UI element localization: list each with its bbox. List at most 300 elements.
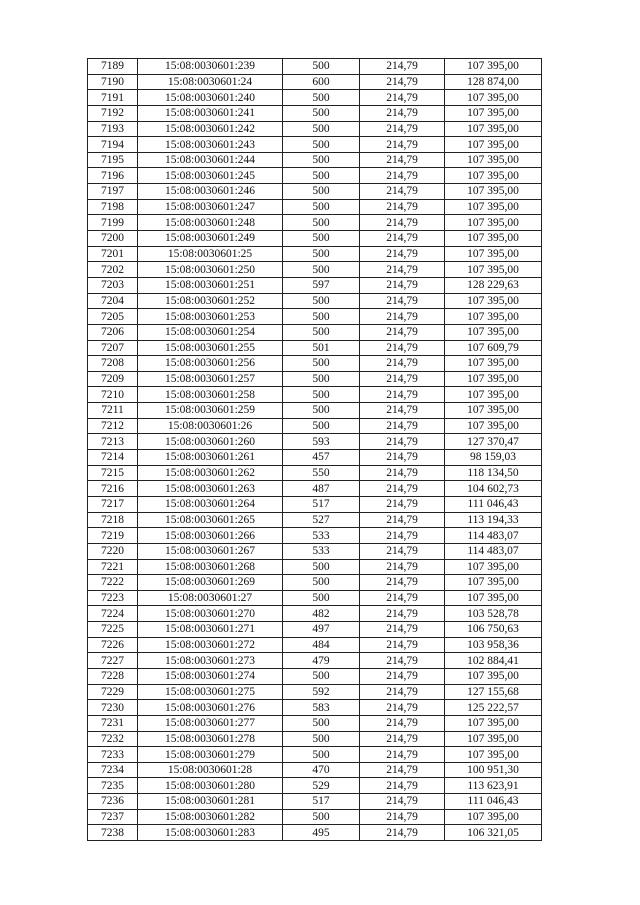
area-cell: 500: [283, 231, 360, 247]
cadastral-number-cell: 15:08:0030601:26: [138, 418, 283, 434]
rate-cell: 214,79: [360, 512, 445, 528]
cadastral-number-cell: 15:08:0030601:274: [138, 668, 283, 684]
area-cell: 500: [283, 137, 360, 153]
cadastral-number-cell: 15:08:0030601:243: [138, 137, 283, 153]
row-number-cell: 7231: [88, 715, 138, 731]
rate-cell: 214,79: [360, 356, 445, 372]
rate-cell: 214,79: [360, 637, 445, 653]
row-number-cell: 7201: [88, 246, 138, 262]
area-cell: 497: [283, 622, 360, 638]
table-row: [88, 606, 542, 622]
value-cell: 107 395,00: [445, 121, 542, 137]
area-cell: 457: [283, 450, 360, 466]
rate-cell: 214,79: [360, 528, 445, 544]
table-row: [88, 387, 542, 403]
area-cell: 517: [283, 496, 360, 512]
area-cell: 501: [283, 340, 360, 356]
cadastral-number-cell: 15:08:0030601:253: [138, 309, 283, 325]
rate-cell: 214,79: [360, 418, 445, 434]
rate-cell: 214,79: [360, 606, 445, 622]
value-cell: 107 395,00: [445, 168, 542, 184]
table-body: [88, 59, 542, 841]
value-cell: 107 395,00: [445, 809, 542, 825]
area-cell: 470: [283, 762, 360, 778]
row-number-cell: 7215: [88, 465, 138, 481]
rate-cell: 214,79: [360, 403, 445, 419]
area-cell: 500: [283, 668, 360, 684]
table-row: [88, 137, 542, 153]
value-cell: 107 395,00: [445, 590, 542, 606]
table-row: [88, 543, 542, 559]
value-cell: 107 395,00: [445, 105, 542, 121]
value-cell: 100 951,30: [445, 762, 542, 778]
row-number-cell: 7228: [88, 668, 138, 684]
cadastral-number-cell: 15:08:0030601:273: [138, 653, 283, 669]
area-cell: 500: [283, 590, 360, 606]
table-row: [88, 684, 542, 700]
rate-cell: 214,79: [360, 277, 445, 293]
area-cell: 500: [283, 105, 360, 121]
value-cell: 107 395,00: [445, 309, 542, 325]
rate-cell: 214,79: [360, 309, 445, 325]
area-cell: 495: [283, 825, 360, 841]
table-row: [88, 74, 542, 90]
value-cell: 113 623,91: [445, 778, 542, 794]
cadastral-number-cell: 15:08:0030601:27: [138, 590, 283, 606]
table-row: [88, 168, 542, 184]
row-number-cell: 7208: [88, 356, 138, 372]
table-row: [88, 199, 542, 215]
table-row: [88, 215, 542, 231]
value-cell: 107 395,00: [445, 356, 542, 372]
rate-cell: 214,79: [360, 184, 445, 200]
cadastral-number-cell: 15:08:0030601:272: [138, 637, 283, 653]
rate-cell: 214,79: [360, 809, 445, 825]
row-number-cell: 7216: [88, 481, 138, 497]
row-number-cell: 7191: [88, 90, 138, 106]
table-row: [88, 90, 542, 106]
row-number-cell: 7224: [88, 606, 138, 622]
value-cell: 107 395,00: [445, 668, 542, 684]
rate-cell: 214,79: [360, 59, 445, 75]
area-cell: 482: [283, 606, 360, 622]
value-cell: 128 229,63: [445, 277, 542, 293]
cadastral-number-cell: 15:08:0030601:239: [138, 59, 283, 75]
row-number-cell: 7218: [88, 512, 138, 528]
area-cell: 500: [283, 59, 360, 75]
area-cell: 500: [283, 215, 360, 231]
value-cell: 113 194,33: [445, 512, 542, 528]
value-cell: 107 395,00: [445, 371, 542, 387]
table-row: [88, 637, 542, 653]
value-cell: 107 395,00: [445, 747, 542, 763]
rate-cell: 214,79: [360, 559, 445, 575]
row-number-cell: 7200: [88, 231, 138, 247]
row-number-cell: 7230: [88, 700, 138, 716]
value-cell: 127 155,68: [445, 684, 542, 700]
row-number-cell: 7217: [88, 496, 138, 512]
cadastral-number-cell: 15:08:0030601:248: [138, 215, 283, 231]
area-cell: 500: [283, 356, 360, 372]
table-row: [88, 794, 542, 810]
value-cell: 107 395,00: [445, 262, 542, 278]
value-cell: 107 395,00: [445, 559, 542, 575]
cadastral-number-cell: 15:08:0030601:260: [138, 434, 283, 450]
table-row: [88, 762, 542, 778]
rate-cell: 214,79: [360, 590, 445, 606]
area-cell: 527: [283, 512, 360, 528]
cadastral-number-cell: 15:08:0030601:24: [138, 74, 283, 90]
row-number-cell: 7212: [88, 418, 138, 434]
table-row: [88, 152, 542, 168]
row-number-cell: 7197: [88, 184, 138, 200]
cadastral-number-cell: 15:08:0030601:28: [138, 762, 283, 778]
table-row: [88, 668, 542, 684]
cadastral-number-cell: 15:08:0030601:251: [138, 277, 283, 293]
rate-cell: 214,79: [360, 137, 445, 153]
rate-cell: 214,79: [360, 324, 445, 340]
value-cell: 104 602,73: [445, 481, 542, 497]
rate-cell: 214,79: [360, 168, 445, 184]
rate-cell: 214,79: [360, 731, 445, 747]
area-cell: 484: [283, 637, 360, 653]
rate-cell: 214,79: [360, 684, 445, 700]
row-number-cell: 7236: [88, 794, 138, 810]
table-row: [88, 575, 542, 591]
area-cell: 517: [283, 794, 360, 810]
rate-cell: 214,79: [360, 90, 445, 106]
area-cell: 500: [283, 199, 360, 215]
table-row: [88, 418, 542, 434]
value-cell: 107 395,00: [445, 184, 542, 200]
rate-cell: 214,79: [360, 794, 445, 810]
row-number-cell: 7234: [88, 762, 138, 778]
rate-cell: 214,79: [360, 246, 445, 262]
rate-cell: 214,79: [360, 74, 445, 90]
value-cell: 102 884,41: [445, 653, 542, 669]
table-row: [88, 262, 542, 278]
value-cell: 107 395,00: [445, 59, 542, 75]
area-cell: 500: [283, 387, 360, 403]
cadastral-number-cell: 15:08:0030601:259: [138, 403, 283, 419]
row-number-cell: 7199: [88, 215, 138, 231]
area-cell: 500: [283, 184, 360, 200]
row-number-cell: 7211: [88, 403, 138, 419]
area-cell: 600: [283, 74, 360, 90]
area-cell: 533: [283, 528, 360, 544]
row-number-cell: 7190: [88, 74, 138, 90]
cadastral-number-cell: 15:08:0030601:278: [138, 731, 283, 747]
cadastral-number-cell: 15:08:0030601:275: [138, 684, 283, 700]
area-cell: 500: [283, 715, 360, 731]
rate-cell: 214,79: [360, 215, 445, 231]
value-cell: 107 395,00: [445, 575, 542, 591]
cadastral-number-cell: 15:08:0030601:270: [138, 606, 283, 622]
cadastral-number-cell: 15:08:0030601:261: [138, 450, 283, 466]
table-row: [88, 559, 542, 575]
row-number-cell: 7207: [88, 340, 138, 356]
value-cell: 106 750,63: [445, 622, 542, 638]
row-number-cell: 7214: [88, 450, 138, 466]
row-number-cell: 7210: [88, 387, 138, 403]
row-number-cell: 7209: [88, 371, 138, 387]
cadastral-number-cell: 15:08:0030601:281: [138, 794, 283, 810]
value-cell: 107 395,00: [445, 199, 542, 215]
table-row: [88, 340, 542, 356]
table-row: [88, 309, 542, 325]
rate-cell: 214,79: [360, 465, 445, 481]
table-row: [88, 246, 542, 262]
cadastral-number-cell: 15:08:0030601:245: [138, 168, 283, 184]
cadastral-number-cell: 15:08:0030601:255: [138, 340, 283, 356]
value-cell: 111 046,43: [445, 496, 542, 512]
cadastral-number-cell: 15:08:0030601:276: [138, 700, 283, 716]
row-number-cell: 7223: [88, 590, 138, 606]
table-row: [88, 465, 542, 481]
area-cell: 592: [283, 684, 360, 700]
cadastral-number-cell: 15:08:0030601:267: [138, 543, 283, 559]
row-number-cell: 7194: [88, 137, 138, 153]
row-number-cell: 7213: [88, 434, 138, 450]
value-cell: 107 395,00: [445, 324, 542, 340]
area-cell: 479: [283, 653, 360, 669]
area-cell: 529: [283, 778, 360, 794]
table-row: [88, 184, 542, 200]
row-number-cell: 7193: [88, 121, 138, 137]
value-cell: 107 609,79: [445, 340, 542, 356]
area-cell: 500: [283, 809, 360, 825]
row-number-cell: 7238: [88, 825, 138, 841]
rate-cell: 214,79: [360, 622, 445, 638]
rate-cell: 214,79: [360, 105, 445, 121]
rate-cell: 214,79: [360, 778, 445, 794]
area-cell: 500: [283, 152, 360, 168]
area-cell: 500: [283, 121, 360, 137]
value-cell: 107 395,00: [445, 293, 542, 309]
rate-cell: 214,79: [360, 496, 445, 512]
table-row: [88, 700, 542, 716]
row-number-cell: 7221: [88, 559, 138, 575]
area-cell: 500: [283, 246, 360, 262]
row-number-cell: 7233: [88, 747, 138, 763]
area-cell: 500: [283, 168, 360, 184]
cadastral-number-cell: 15:08:0030601:257: [138, 371, 283, 387]
area-cell: 533: [283, 543, 360, 559]
rate-cell: 214,79: [360, 700, 445, 716]
row-number-cell: 7203: [88, 277, 138, 293]
area-cell: 593: [283, 434, 360, 450]
value-cell: 103 958,36: [445, 637, 542, 653]
area-cell: 487: [283, 481, 360, 497]
cadastral-number-cell: 15:08:0030601:25: [138, 246, 283, 262]
cadastral-number-cell: 15:08:0030601:277: [138, 715, 283, 731]
rate-cell: 214,79: [360, 481, 445, 497]
row-number-cell: 7189: [88, 59, 138, 75]
area-cell: 500: [283, 731, 360, 747]
table-row: [88, 512, 542, 528]
cadastral-number-cell: 15:08:0030601:263: [138, 481, 283, 497]
row-number-cell: 7229: [88, 684, 138, 700]
table-row: [88, 825, 542, 841]
row-number-cell: 7235: [88, 778, 138, 794]
table-row: [88, 371, 542, 387]
rate-cell: 214,79: [360, 653, 445, 669]
rate-cell: 214,79: [360, 340, 445, 356]
rate-cell: 214,79: [360, 762, 445, 778]
rate-cell: 214,79: [360, 543, 445, 559]
table-row: [88, 356, 542, 372]
table-row: [88, 653, 542, 669]
value-cell: 114 483,07: [445, 528, 542, 544]
cadastral-number-cell: 15:08:0030601:266: [138, 528, 283, 544]
area-cell: 583: [283, 700, 360, 716]
table-row: [88, 434, 542, 450]
row-number-cell: 7226: [88, 637, 138, 653]
table-row: [88, 403, 542, 419]
cadastral-number-cell: 15:08:0030601:282: [138, 809, 283, 825]
rate-cell: 214,79: [360, 715, 445, 731]
table-row: [88, 747, 542, 763]
cadastral-number-cell: 15:08:0030601:249: [138, 231, 283, 247]
cadastral-number-cell: 15:08:0030601:269: [138, 575, 283, 591]
cadastral-value-table: [87, 58, 542, 841]
table-row: [88, 731, 542, 747]
cadastral-number-cell: 15:08:0030601:241: [138, 105, 283, 121]
value-cell: 106 321,05: [445, 825, 542, 841]
row-number-cell: 7195: [88, 152, 138, 168]
row-number-cell: 7222: [88, 575, 138, 591]
value-cell: 107 395,00: [445, 715, 542, 731]
area-cell: 500: [283, 262, 360, 278]
table-row: [88, 715, 542, 731]
cadastral-number-cell: 15:08:0030601:279: [138, 747, 283, 763]
rate-cell: 214,79: [360, 293, 445, 309]
value-cell: 107 395,00: [445, 246, 542, 262]
row-number-cell: 7220: [88, 543, 138, 559]
value-cell: 107 395,00: [445, 137, 542, 153]
table-row: [88, 450, 542, 466]
table-row: [88, 293, 542, 309]
cadastral-number-cell: 15:08:0030601:265: [138, 512, 283, 528]
cadastral-number-cell: 15:08:0030601:250: [138, 262, 283, 278]
value-cell: 111 046,43: [445, 794, 542, 810]
area-cell: 500: [283, 293, 360, 309]
cadastral-number-cell: 15:08:0030601:283: [138, 825, 283, 841]
area-cell: 597: [283, 277, 360, 293]
table-row: [88, 622, 542, 638]
rate-cell: 214,79: [360, 387, 445, 403]
rate-cell: 214,79: [360, 262, 445, 278]
area-cell: 500: [283, 575, 360, 591]
row-number-cell: 7196: [88, 168, 138, 184]
rate-cell: 214,79: [360, 121, 445, 137]
value-cell: 107 395,00: [445, 152, 542, 168]
area-cell: 500: [283, 403, 360, 419]
table-row: [88, 105, 542, 121]
cadastral-number-cell: 15:08:0030601:264: [138, 496, 283, 512]
rate-cell: 214,79: [360, 668, 445, 684]
cadastral-number-cell: 15:08:0030601:280: [138, 778, 283, 794]
cadastral-number-cell: 15:08:0030601:240: [138, 90, 283, 106]
row-number-cell: 7237: [88, 809, 138, 825]
rate-cell: 214,79: [360, 231, 445, 247]
rate-cell: 214,79: [360, 450, 445, 466]
row-number-cell: 7202: [88, 262, 138, 278]
table-row: [88, 59, 542, 75]
table-row: [88, 121, 542, 137]
rate-cell: 214,79: [360, 434, 445, 450]
value-cell: 107 395,00: [445, 231, 542, 247]
table-row: [88, 324, 542, 340]
cadastral-number-cell: 15:08:0030601:271: [138, 622, 283, 638]
value-cell: 114 483,07: [445, 543, 542, 559]
area-cell: 500: [283, 747, 360, 763]
value-cell: 128 874,00: [445, 74, 542, 90]
row-number-cell: 7192: [88, 105, 138, 121]
cadastral-number-cell: 15:08:0030601:244: [138, 152, 283, 168]
row-number-cell: 7198: [88, 199, 138, 215]
value-cell: 107 395,00: [445, 418, 542, 434]
table-row: [88, 277, 542, 293]
value-cell: 127 370,47: [445, 434, 542, 450]
area-cell: 500: [283, 418, 360, 434]
row-number-cell: 7206: [88, 324, 138, 340]
cadastral-number-cell: 15:08:0030601:252: [138, 293, 283, 309]
table-row: [88, 528, 542, 544]
rate-cell: 214,79: [360, 199, 445, 215]
row-number-cell: 7219: [88, 528, 138, 544]
rate-cell: 214,79: [360, 152, 445, 168]
row-number-cell: 7232: [88, 731, 138, 747]
value-cell: 118 134,50: [445, 465, 542, 481]
value-cell: 98 159,03: [445, 450, 542, 466]
area-cell: 500: [283, 559, 360, 575]
rate-cell: 214,79: [360, 825, 445, 841]
row-number-cell: 7205: [88, 309, 138, 325]
cadastral-number-cell: 15:08:0030601:246: [138, 184, 283, 200]
value-cell: 107 395,00: [445, 731, 542, 747]
cadastral-number-cell: 15:08:0030601:262: [138, 465, 283, 481]
area-cell: 500: [283, 324, 360, 340]
cadastral-number-cell: 15:08:0030601:258: [138, 387, 283, 403]
cadastral-number-cell: 15:08:0030601:254: [138, 324, 283, 340]
row-number-cell: 7204: [88, 293, 138, 309]
rate-cell: 214,79: [360, 575, 445, 591]
table-row: [88, 590, 542, 606]
table-row: [88, 496, 542, 512]
cadastral-number-cell: 15:08:0030601:256: [138, 356, 283, 372]
value-cell: 125 222,57: [445, 700, 542, 716]
cadastral-number-cell: 15:08:0030601:268: [138, 559, 283, 575]
value-cell: 103 528,78: [445, 606, 542, 622]
area-cell: 500: [283, 90, 360, 106]
rate-cell: 214,79: [360, 371, 445, 387]
table-row: [88, 481, 542, 497]
value-cell: 107 395,00: [445, 387, 542, 403]
area-cell: 550: [283, 465, 360, 481]
rate-cell: 214,79: [360, 747, 445, 763]
area-cell: 500: [283, 371, 360, 387]
value-cell: 107 395,00: [445, 215, 542, 231]
cadastral-number-cell: 15:08:0030601:242: [138, 121, 283, 137]
value-cell: 107 395,00: [445, 403, 542, 419]
area-cell: 500: [283, 309, 360, 325]
cadastral-number-cell: 15:08:0030601:247: [138, 199, 283, 215]
row-number-cell: 7225: [88, 622, 138, 638]
table-row: [88, 231, 542, 247]
value-cell: 107 395,00: [445, 90, 542, 106]
row-number-cell: 7227: [88, 653, 138, 669]
